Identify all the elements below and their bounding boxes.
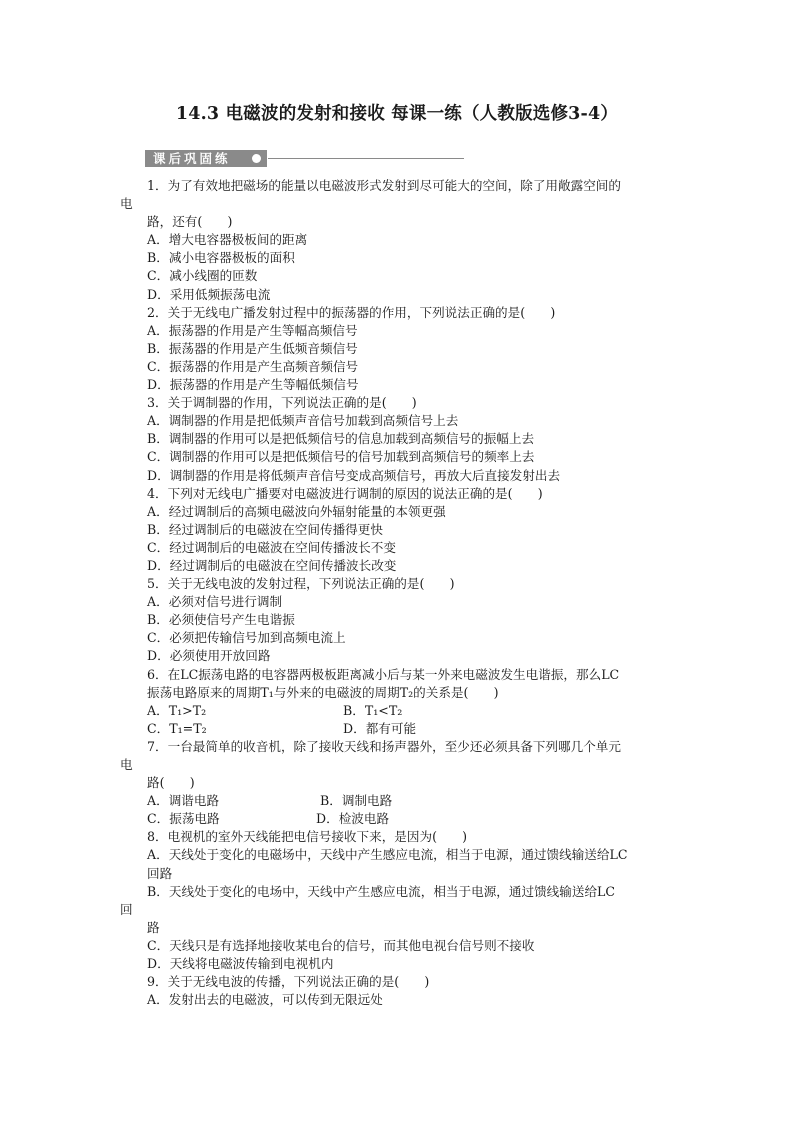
text-line [0, 575, 794, 593]
line-text: C．减小线圈的匝数 [147, 268, 258, 284]
line-text-col2: D．检波电路 [316, 811, 390, 827]
line-text-col2: D．都有可能 [343, 720, 417, 736]
text-line [0, 774, 794, 792]
line-text: 路，还有( ) [147, 214, 233, 230]
text-line [0, 267, 794, 285]
text-line [0, 304, 794, 322]
line-text: 8．电视机的室外天线能把电信号接收下来，是因为( ) [147, 829, 468, 845]
text-line [0, 846, 794, 864]
line-text: B．振荡器的作用是产生低频音频信号 [147, 340, 358, 356]
text-line [0, 792, 794, 810]
line-text: 2．关于无线电广播发射过程中的振荡器的作用，下列说法正确的是( ) [147, 304, 556, 320]
line-text: D．调制器的作用是将低频声音信号变成高频信号，再放大后直接发射出去 [147, 467, 561, 483]
line-text: C．调制器的作用可以是把低频信号的信号加载到高频信号的频率上去 [147, 449, 535, 465]
text-line [0, 358, 794, 376]
text-line [0, 810, 794, 828]
text-line [0, 593, 794, 611]
line-text-col2: B．调制电路 [320, 793, 393, 809]
line-text: 9．关于无线电波的传播，下列说法正确的是( ) [147, 974, 430, 990]
line-text: A．天线处于变化的电磁场中，天线中产生感应电流，相当于电源，通过馈线输送给LC [147, 847, 628, 863]
line-text: A．必须对信号进行调制 [147, 594, 283, 610]
line-text: A．调谐电路 [147, 793, 220, 809]
line-text: 3．关于调制器的作用，下列说法正确的是( ) [147, 395, 417, 411]
text-line [0, 883, 794, 901]
line-text: D．采用低频振荡电流 [147, 286, 271, 302]
line-text: D．天线将电磁波传输到电视机内 [147, 956, 334, 972]
text-line [0, 955, 794, 973]
line-text: C．振荡器的作用是产生高频音频信号 [147, 358, 359, 374]
text-line [0, 937, 794, 955]
line-text: B．天线处于变化的电场中，天线中产生感应电流，相当于电源，通过馈线输送给LC [147, 883, 616, 899]
line-text: 路( ) [147, 775, 195, 791]
text-line [0, 503, 794, 521]
text-line [0, 412, 794, 430]
text-line [0, 756, 794, 774]
text-line [0, 919, 794, 937]
text-line [0, 973, 794, 991]
text-line [0, 376, 794, 394]
line-text: 6．在LC振荡电路的电容器两极板距离减小后与某一外来电磁波发生电谐振，那么LC [147, 666, 620, 682]
line-text: C．T₁=T₂ [147, 720, 207, 736]
text-line [0, 467, 794, 485]
text-line [0, 865, 794, 883]
text-line [0, 702, 794, 720]
text-line [0, 539, 794, 557]
line-text: C．振荡电路 [147, 811, 220, 827]
line-text: 回路 [147, 865, 173, 881]
text-line [0, 177, 794, 195]
section-label: 课后巩固练 [153, 151, 231, 166]
text-line [0, 231, 794, 249]
text-line [0, 521, 794, 539]
line-text: C．经过调制后的电磁波在空间传播波长不变 [147, 539, 396, 555]
text-line [0, 901, 794, 919]
line-text: 回 [120, 901, 133, 917]
question-list [0, 177, 794, 1009]
line-text: 电 [120, 196, 133, 212]
text-line [0, 647, 794, 665]
line-text: 7．一台最简单的收音机，除了接收天线和扬声器外，至少还必须具备下列哪几个单元 [147, 738, 621, 754]
line-text: B．减小电容器极板的面积 [147, 250, 295, 266]
line-text: D．经过调制后的电磁波在空间传播波长改变 [147, 557, 397, 573]
line-text: A．发射出去的电磁波，可以传到无限远处 [147, 992, 383, 1008]
page-title: 14.3 电磁波的发射和接收 每课一练（人教版选修3-4） [175, 104, 619, 124]
section-banner [145, 150, 267, 167]
line-text: C．天线只是有选择地接收某电台的信号，而其他电视台信号则不接收 [147, 937, 535, 953]
text-line [0, 322, 794, 340]
line-text: A．振荡器的作用是产生等幅高频信号 [147, 322, 358, 338]
line-text: 5．关于无线电波的发射过程，下列说法正确的是( ) [147, 576, 455, 592]
line-text: 路 [147, 919, 160, 935]
section-rule [268, 158, 464, 159]
text-line [0, 611, 794, 629]
line-text: B．调制器的作用可以是把低频信号的信息加载到高频信号的振幅上去 [147, 431, 535, 447]
line-text: A．T₁>T₂ [147, 702, 207, 718]
text-line [0, 286, 794, 304]
text-line [0, 629, 794, 647]
text-line [0, 684, 794, 702]
text-line [0, 249, 794, 267]
text-line [0, 828, 794, 846]
line-text: D．振荡器的作用是产生等幅低频信号 [147, 377, 359, 393]
line-text: D．必须使用开放回路 [147, 648, 271, 664]
text-line [0, 720, 794, 738]
text-line [0, 394, 794, 412]
text-line [0, 430, 794, 448]
line-text: 1．为了有效地把磁场的能量以电磁波形式发射到尽可能大的空间，除了用敞露空间的 [147, 178, 621, 193]
text-line [0, 448, 794, 466]
text-line [0, 738, 794, 756]
line-text: 4．下列对无线电广播要对电磁波进行调制的原因的说法正确的是( ) [147, 485, 543, 501]
text-line [0, 213, 794, 231]
text-line [0, 557, 794, 575]
line-text: A．增大电容器极板间的距离 [147, 232, 308, 248]
bullet-dot-icon [252, 154, 261, 163]
line-text: B．经过调制后的电磁波在空间传播得更快 [147, 521, 383, 537]
text-line [0, 666, 794, 684]
line-text: B．必须使信号产生电谐振 [147, 612, 295, 628]
line-text: 振荡电路原来的周期T₁与外来的电磁波的周期T₂的关系是( ) [147, 684, 499, 700]
line-text: A．经过调制后的高频电磁波向外辐射能量的本领更强 [147, 503, 446, 519]
text-line [0, 195, 794, 213]
line-text: A．调制器的作用是把低频声音信号加载到高频信号上去 [147, 413, 459, 429]
line-text: C．必须把传输信号加到高频电流上 [147, 630, 346, 646]
text-line [0, 340, 794, 358]
line-text-col2: B．T₁<T₂ [343, 702, 403, 718]
text-line [0, 485, 794, 503]
text-line [0, 991, 794, 1009]
line-text: 电 [120, 757, 133, 772]
